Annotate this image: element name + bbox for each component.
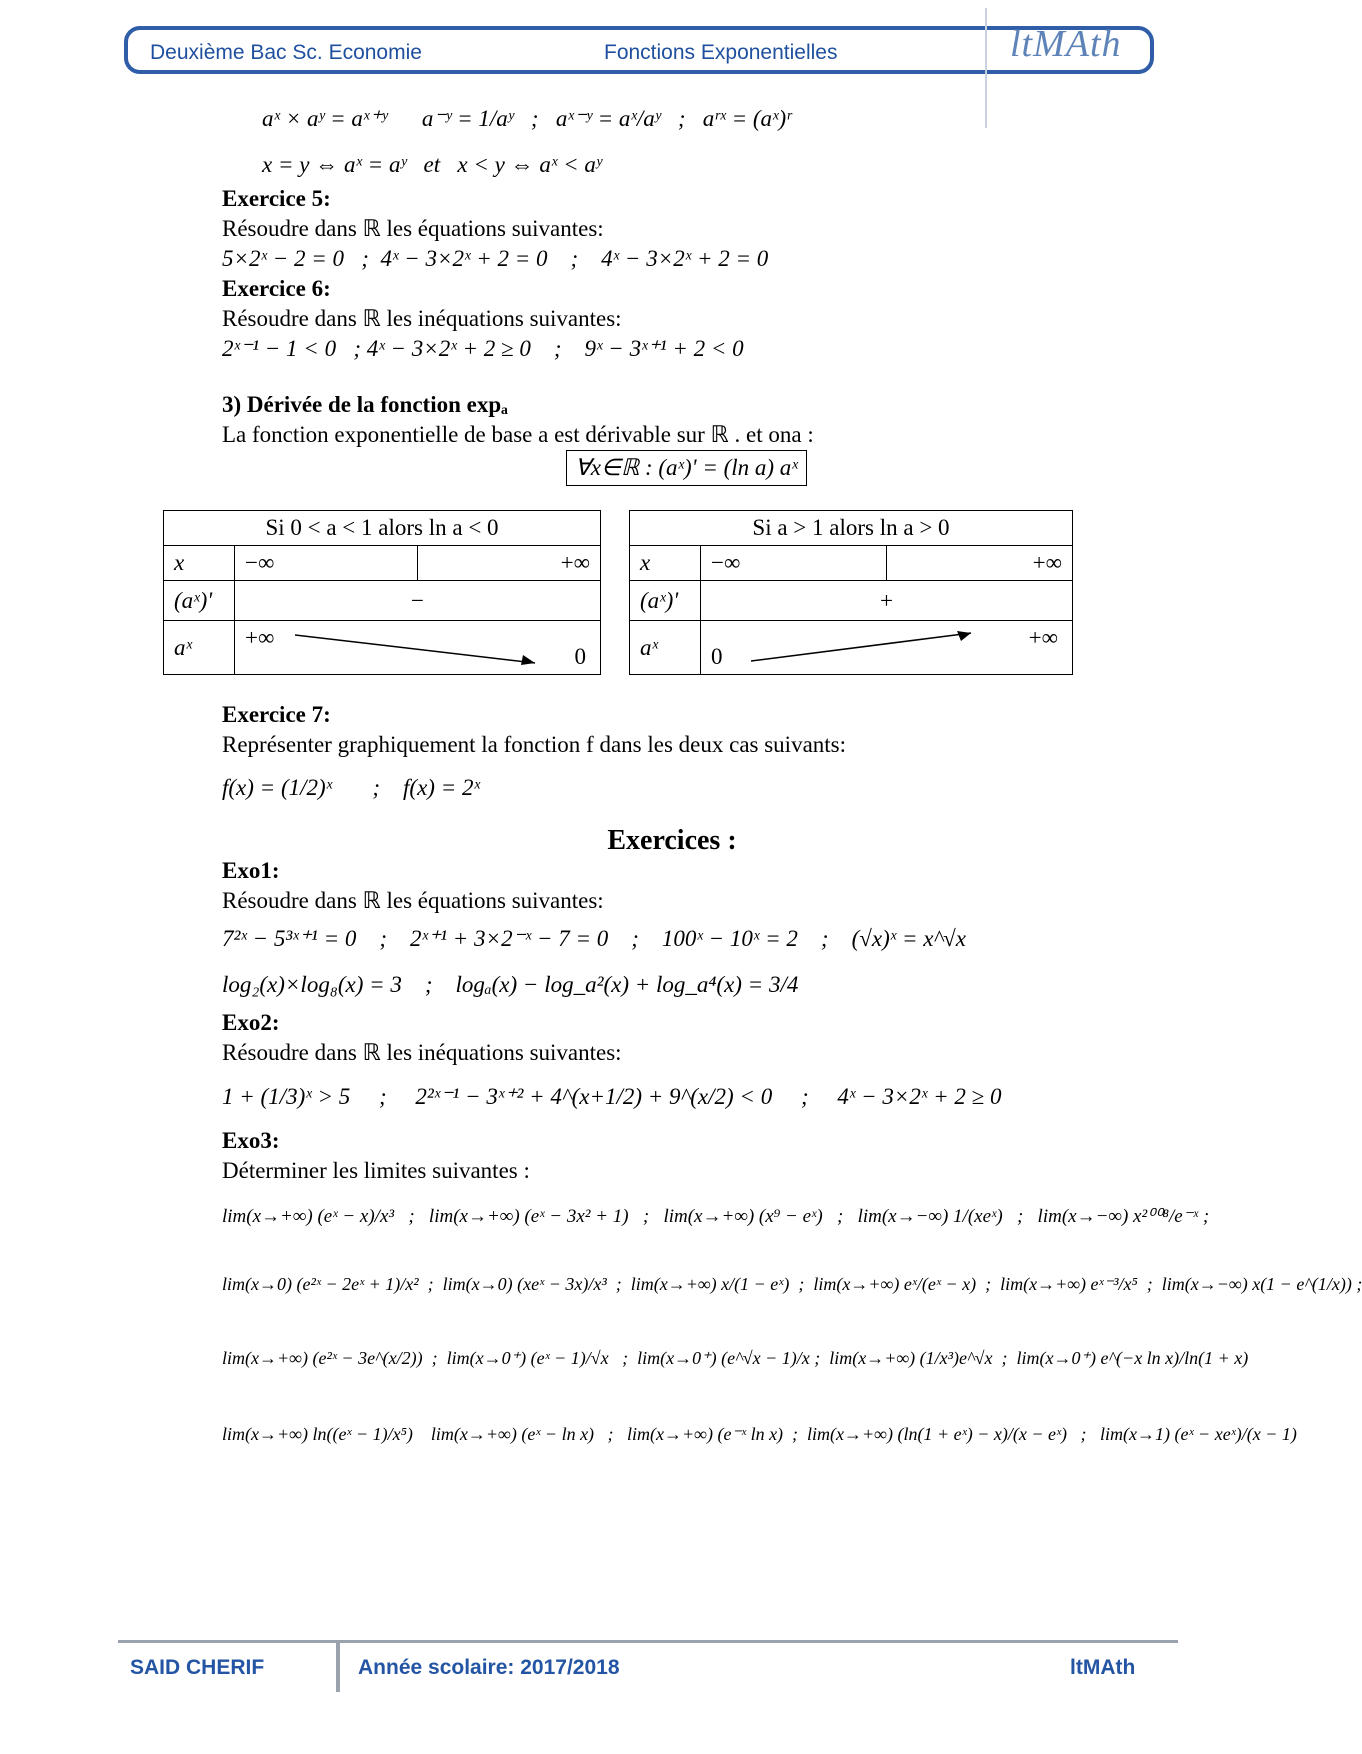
- exo3-title: Exo3:: [222, 1128, 280, 1153]
- exo1-title: Exo1:: [222, 858, 280, 883]
- table-right-x-label: x: [630, 546, 701, 581]
- exo2-title: Exo2:: [222, 1010, 280, 1035]
- variation-tables: [163, 510, 1073, 674]
- page-header: [124, 26, 1154, 74]
- header-class-label: Deuxième Bac Sc. Economie: [150, 41, 422, 64]
- table-right-minf: −∞: [701, 546, 887, 581]
- table-right-pinf: +∞: [886, 546, 1072, 581]
- exercise-6-text: Résoudre dans ℝ les inéquations suivantes:: [222, 306, 622, 331]
- main-content: [174, 104, 1362, 1472]
- table-right-ax-label: aˣ: [630, 621, 701, 675]
- footer-rule: [118, 1640, 1178, 1643]
- exp-properties-2: x = y ⇔ aˣ = aʸ et x < y ⇔ aˣ < aʸ: [262, 152, 602, 177]
- exo2-inequations: 1 + (1/3)ˣ > 5 ; 2²ˣ⁻¹ − 3ˣ⁺² + 4^(x+1/2) + 9^(x/2) < 0 ; 4ˣ − 3×2ˣ + 2 ≥ 0: [222, 1084, 1002, 1109]
- exo1-equations-2: log₂(x)×log₈(x) = 3 ; logₐ(x) − log_a²(x) + log_a⁴(x) = 3/4: [222, 972, 799, 997]
- table-right-header: Si a > 1 alors ln a > 0: [630, 511, 1073, 546]
- table-left-ax-label: aˣ: [164, 621, 235, 675]
- table-right-end-value: +∞: [1028, 625, 1058, 650]
- footer-separator: [336, 1640, 340, 1692]
- footer-brand: ltMAth: [1070, 1656, 1136, 1679]
- table-left-minf: −∞: [235, 546, 418, 581]
- exo1-text: Résoudre dans ℝ les équations suivantes:: [222, 888, 604, 913]
- decreasing-arrow-icon: [295, 629, 545, 669]
- table-left-start-value: +∞: [245, 625, 275, 650]
- exercises-heading: Exercices :: [607, 825, 737, 856]
- increasing-arrow-icon: [751, 627, 981, 667]
- table-right-variation: [701, 621, 1073, 675]
- table-right-deriv-label: (aˣ)': [630, 581, 701, 621]
- exercise-6-title: Exercice 6:: [222, 276, 331, 301]
- exo3-text: Déterminer les limites suivantes :: [222, 1158, 530, 1183]
- exo3-limits-row-2: lim(x→0) (e²ˣ − 2eˣ + 1)/x² ; lim(x→0) (xeˣ − 3x)/x³ ; lim(x→+∞) x/(1 − eˣ) ; lim(x→+∞) eˣ/(eˣ − x) ; lim(x→+∞) eˣ⁻³/x⁵ ; lim(x→−∞) x(1 − e^(1/x)) ;: [222, 1274, 1362, 1294]
- table-left-sign: −: [235, 581, 601, 621]
- exo3-limits-row-4: lim(x→+∞) ln((eˣ − 1)/x⁵) lim(x→+∞) (eˣ − ln x) ; lim(x→+∞) (e⁻ˣ ln x) ; lim(x→+∞) (ln(1 + eˣ) − x)/(x − eˣ) ; lim(x→1) (eˣ − xeˣ)/(x − 1): [222, 1424, 1297, 1444]
- table-left-x-label: x: [164, 546, 235, 581]
- exercise-5-equations: 5×2ˣ − 2 = 0 ; 4ˣ − 3×2ˣ + 2 = 0 ; 4ˣ − 3×2ˣ + 2 = 0: [222, 246, 769, 271]
- exercise-5-text: Résoudre dans ℝ les équations suivantes:: [222, 216, 604, 241]
- exo1-equations-1: 7²ˣ − 5³ˣ⁺¹ = 0 ; 2ˣ⁺¹ + 3×2⁻ˣ − 7 = 0 ; 100ˣ − 10ˣ = 2 ; (√x)ˣ = x^√x: [222, 926, 966, 951]
- exo3-limits-row-1: lim(x→+∞) (eˣ − x)/x³ ; lim(x→+∞) (eˣ − 3x² + 1) ; lim(x→+∞) (x⁹ − eˣ) ; lim(x→−∞) 1/(xeˣ) ; lim(x→−∞) x²⁰⁰⁸/e⁻ˣ ;: [222, 1206, 1210, 1227]
- exercise-7-functions: f(x) = (1/2)ˣ ; f(x) = 2ˣ: [222, 775, 480, 800]
- exercise-5-title: Exercice 5:: [222, 186, 331, 211]
- derivative-text: La fonction exponentielle de base a est dérivable sur ℝ . et ona :: [222, 422, 814, 447]
- table-left-variation: [235, 621, 601, 675]
- exp-properties-1: aˣ × aʸ = aˣ⁺ʸ a⁻ʸ = 1/aʸ ; aˣ⁻ʸ = aˣ/aʸ ; aʳˣ = (aˣ)ʳ: [262, 106, 792, 131]
- derivative-section-title: 3) Dérivée de la fonction expₐ: [222, 392, 508, 417]
- table-right-start-value: 0: [711, 644, 723, 669]
- derivative-formula-box: ∀x∈ℝ : (aˣ)' = (ln a) aˣ: [566, 450, 807, 486]
- brand-logo: ltMAth: [1010, 23, 1122, 65]
- exercise-7-text: Représenter graphiquement la fonction f dans les deux cas suivants:: [222, 732, 847, 757]
- table-left-pinf: +∞: [418, 546, 601, 581]
- exo2-text: Résoudre dans ℝ les inéquations suivantes:: [222, 1040, 622, 1065]
- exercise-6-inequations: 2ˣ⁻¹ − 1 < 0 ; 4ˣ − 3×2ˣ + 2 ≥ 0 ; 9ˣ − 3ˣ⁺¹ + 2 < 0: [222, 336, 744, 361]
- footer-author: SAID CHERIF: [130, 1656, 265, 1679]
- exo3-limits-row-3: lim(x→+∞) (e²ˣ − 3e^(x/2)) ; lim(x→0⁺) (eˣ − 1)/√x ; lim(x→0⁺) (e^√x − 1)/x ; lim(x→+∞) (1/x³)e^√x ; lim(x→0⁺) e^(−x ln x)/ln(1 + x): [222, 1348, 1249, 1368]
- footer-school-year: Année scolaire: 2017/2018: [358, 1656, 620, 1679]
- table-left-deriv-label: (aˣ)': [164, 581, 235, 621]
- header-title: Fonctions Exponentielles: [604, 41, 838, 64]
- table-left-end-value: 0: [574, 644, 586, 669]
- variation-table-right: [629, 510, 1073, 675]
- exercise-7-title: Exercice 7:: [222, 702, 331, 727]
- table-right-sign: +: [701, 581, 1073, 621]
- variation-table-left: [163, 510, 601, 675]
- page-footer: [118, 1640, 1178, 1696]
- table-left-header: Si 0 < a < 1 alors ln a < 0: [164, 511, 601, 546]
